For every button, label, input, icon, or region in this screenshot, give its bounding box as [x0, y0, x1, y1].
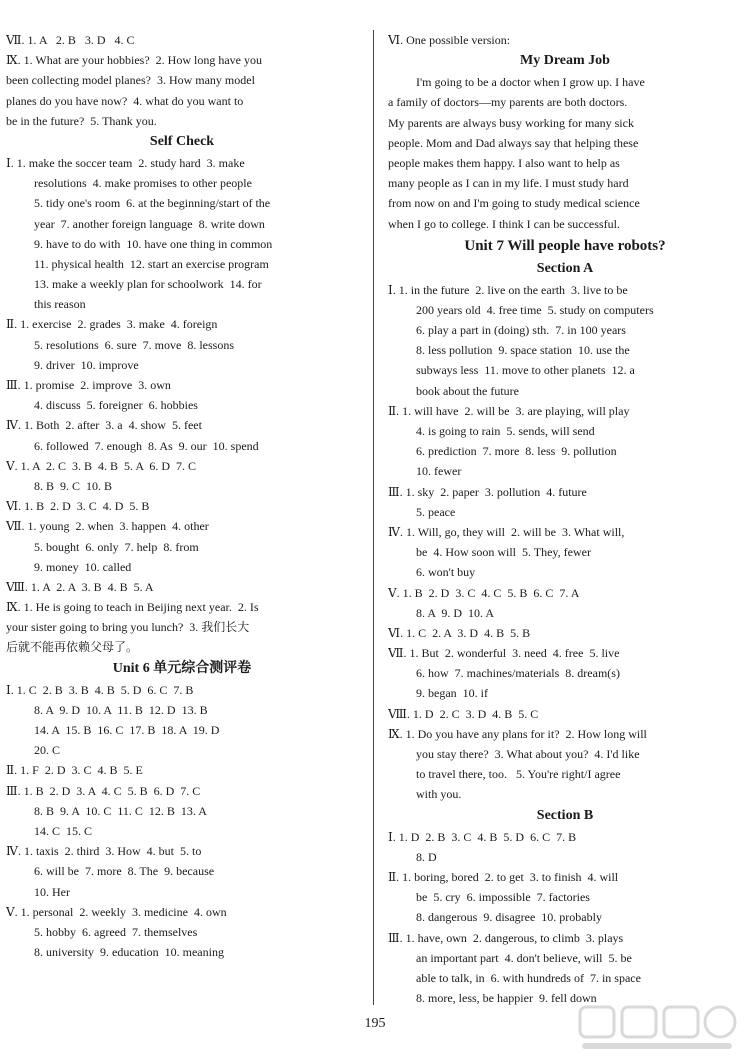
- answer-line: 6. followed 7. enough 8. As 9. our 10. spend: [34, 438, 259, 453]
- answer-line: a family of doctors—my parents are both doctors.: [388, 95, 628, 110]
- answer-line: Ⅳ. 1. Both 2. after 3. a 4. show 5. feet: [6, 418, 202, 433]
- column-divider: [373, 30, 374, 1005]
- answer-line: 5. hobby 6. agreed 7. themselves: [34, 924, 198, 939]
- answer-line: Ⅳ. 1. Will, go, they will 2. will be 3. What will,: [388, 524, 625, 539]
- answer-line: this reason: [34, 297, 86, 312]
- answer-line: been collecting model planes? 3. How many model: [6, 73, 255, 88]
- left-column: [6, 30, 358, 962]
- answer-line: Ⅸ. 1. What are your hobbies? 2. How long have you: [6, 53, 262, 68]
- answer-line: 8. B 9. C 10. B: [34, 478, 113, 493]
- answer-line: Ⅲ. 1. sky 2. paper 3. pollution 4. future: [388, 484, 587, 499]
- answer-line: 6. play a part in (doing) sth. 7. in 100 years: [416, 323, 626, 338]
- answer-line: 6. will be 7. more 8. The 9. because: [34, 864, 215, 879]
- answer-line: an important part 4. don't believe, will 5. be: [416, 950, 632, 965]
- answer-line: Ⅷ. 1. D 2. C 3. D 4. B 5. C: [388, 706, 539, 721]
- answer-line: 6. won't buy: [416, 565, 476, 580]
- answer-line: Ⅴ. 1. A 2. C 3. B 4. B 5. A 6. D 7. C: [6, 458, 197, 473]
- answer-line: when I go to college. I think I can be successful.: [388, 216, 620, 231]
- answer-line: planes do you have now? 4. what do you want to: [6, 93, 244, 108]
- answer-line: 8. less pollution 9. space station 10. use the: [416, 343, 630, 358]
- answer-line: 6. prediction 7. more 8. less 9. pollution: [416, 444, 617, 459]
- answer-line: book about the future: [416, 383, 519, 398]
- answer-line: 5. tidy one's room 6. at the beginning/start of the: [34, 196, 271, 211]
- answer-line: 5. bought 6. only 7. help 8. from: [34, 539, 199, 554]
- answer-line: 4. is going to rain 5. sends, will send: [416, 424, 595, 438]
- answer-line: many people as I can in my life. I must study hard: [388, 176, 629, 191]
- answer-line: your sister going to bring you lunch? 3. 我们长大: [6, 620, 250, 635]
- answer-line: I'm going to be a doctor when I grow up. I have: [416, 75, 645, 90]
- answer-line: Ⅰ. 1. C 2. B 3. B 4. B 5. D 6. C 7. B: [6, 682, 194, 697]
- answer-line: Ⅴ. 1. personal 2. weekly 3. medicine 4. own: [6, 904, 227, 919]
- answer-line: resolutions 4. make promises to other people: [34, 176, 252, 191]
- section-heading: My Dream Job: [520, 53, 610, 69]
- answer-line: 8. B 9. A 10. C 11. C 12. B 13. A: [34, 803, 207, 818]
- answer-line: people makes them happy. I also want to help as: [388, 155, 620, 170]
- answer-line: Ⅸ. 1. Do you have any plans for it? 2. How long will: [388, 726, 647, 741]
- answer-line: Ⅲ. 1. have, own 2. dangerous, to climb 3. plays: [388, 930, 624, 945]
- answer-line: 10. fewer: [416, 464, 462, 479]
- answer-line: Ⅰ. 1. in the future 2. live on the earth 3. live to be: [388, 282, 628, 297]
- answer-line: people. Mom and Dad always say that helping these: [388, 135, 639, 150]
- answer-line: Ⅶ. 1. A 2. B 3. D 4. C: [6, 33, 135, 47]
- answer-line: Ⅱ. 1. F 2. D 3. C 4. B 5. E: [6, 763, 143, 778]
- answer-line: with you.: [416, 787, 462, 802]
- answer-line: 14. C 15. C: [34, 823, 93, 838]
- answer-line: 14. A 15. B 16. C 17. B 18. A 19. D: [34, 723, 220, 737]
- page-number: 195: [364, 1016, 386, 1031]
- answer-line: 11. physical health 12. start an exercise program: [34, 256, 269, 271]
- unit-heading: Unit 7 Will people have robots?: [464, 237, 666, 254]
- answer-line: able to talk, in 6. with hundreds of 7. in space: [416, 970, 641, 985]
- answer-line: 8. D: [416, 849, 437, 864]
- answer-line: from now on and I'm going to study medical science: [388, 196, 640, 211]
- answer-line: 9. money 10. called: [34, 559, 132, 574]
- answer-line: Ⅵ. One possible version:: [388, 33, 511, 47]
- answer-line: 5. peace: [416, 504, 456, 519]
- answer-line: 200 years old 4. free time 5. study on computers: [416, 302, 654, 317]
- answer-line: you stay there? 3. What about you? 4. I'd like: [416, 747, 640, 761]
- section-heading: Unit 6 单元综合测评卷: [112, 660, 252, 676]
- answer-line: 4. discuss 5. foreigner 6. hobbies: [34, 398, 198, 413]
- answer-line: be 5. cry 6. impossible 7. factories: [416, 890, 590, 905]
- answer-line: be in the future? 5. Thank you.: [6, 113, 157, 128]
- answer-line: 13. make a weekly plan for schoolwork 14. for: [34, 277, 262, 292]
- answer-line: Ⅵ. 1. B 2. D 3. C 4. D 5. B: [6, 499, 150, 514]
- section-heading: Section B: [536, 807, 594, 823]
- answer-line: 10. Her: [34, 884, 70, 899]
- right-column: [388, 30, 742, 1008]
- answer-line: 9. driver 10. improve: [34, 357, 139, 372]
- answer-line: 8. A 9. D 10. A: [416, 605, 495, 620]
- answer-line: to travel there, too. 5. You're right/I agree: [416, 767, 621, 782]
- answer-line: My parents are always busy working for many sick: [388, 115, 634, 130]
- answer-line: subways less 11. move to other planets 12. a: [416, 363, 635, 378]
- answer-line: 8. A 9. D 10. A 11. B 12. D 13. B: [34, 702, 208, 717]
- answer-line: Ⅵ. 1. C 2. A 3. D 4. B 5. B: [388, 625, 531, 640]
- answer-line: Ⅱ. 1. boring, bored 2. to get 3. to finish 4. will: [388, 869, 619, 884]
- answer-line: 8. university 9. education 10. meaning: [34, 945, 224, 960]
- answer-line: Ⅸ. 1. He is going to teach in Beijing next year. 2. Is: [6, 600, 259, 615]
- watermark-logo: [572, 1001, 742, 1053]
- answer-line: Ⅶ. 1. But 2. wonderful 3. need 4. free 5. live: [388, 646, 620, 661]
- answer-line: Ⅳ. 1. taxis 2. third 3. How 4. but 5. to: [6, 844, 202, 859]
- section-heading: Section A: [536, 260, 594, 276]
- answer-line: Ⅰ. 1. make the soccer team 2. study hard 3. make: [6, 155, 245, 170]
- answer-line: 5. resolutions 6. sure 7. move 8. lessons: [34, 337, 234, 352]
- answer-line: 后就不能再依赖父母了。: [6, 640, 139, 655]
- answer-line: Ⅲ. 1. promise 2. improve 3. own: [6, 378, 171, 392]
- section-heading: Self Check: [149, 133, 215, 149]
- answer-line: 8. more, less, be happier 9. fell down: [416, 991, 597, 1006]
- answer-line: Ⅰ. 1. D 2. B 3. C 4. B 5. D 6. C 7. B: [388, 829, 577, 844]
- answer-line: 8. dangerous 9. disagree 10. probably: [416, 910, 602, 925]
- answer-line: 6. how 7. machines/materials 8. dream(s): [416, 666, 620, 681]
- answer-line: Ⅷ. 1. A 2. A 3. B 4. B 5. A: [6, 579, 154, 594]
- answer-line: Ⅴ. 1. B 2. D 3. C 4. C 5. B 6. C 7. A: [388, 585, 580, 600]
- answer-line: Ⅲ. 1. B 2. D 3. A 4. C 5. B 6. D 7. C: [6, 783, 201, 798]
- answer-line: year 7. another foreign language 8. write down: [34, 216, 265, 231]
- answer-line: Ⅱ. 1. will have 2. will be 3. are playing, will play: [388, 403, 630, 418]
- answer-line: Ⅱ. 1. exercise 2. grades 3. make 4. foreign: [6, 317, 218, 332]
- answer-line: 9. have to do with 10. have one thing in common: [34, 236, 273, 251]
- answer-line: be 4. How soon will 5. They, fewer: [416, 545, 591, 560]
- answer-line: 9. began 10. if: [416, 686, 488, 701]
- answer-line: Ⅶ. 1. young 2. when 3. happen 4. other: [6, 519, 209, 534]
- answer-line: 20. C: [34, 743, 61, 758]
